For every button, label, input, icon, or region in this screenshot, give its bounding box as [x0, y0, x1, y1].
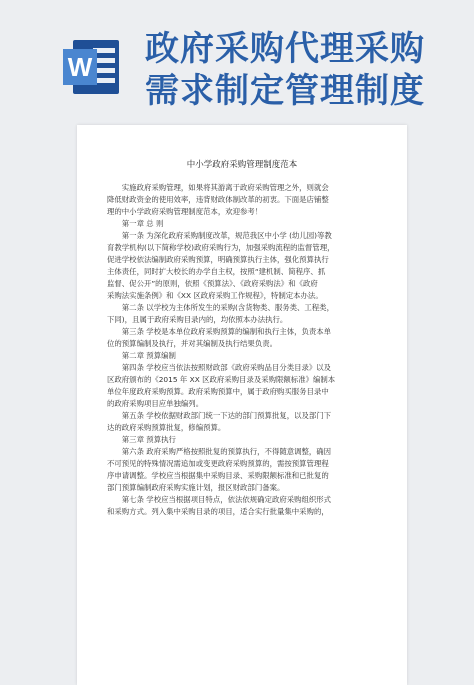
document-line: 单位年度政府采购预算。政府采购预算中，属于政府购买服务目录中 — [107, 387, 329, 396]
document-line: 第六条 政府采购严格按照批复的预算执行，不得随意调整，确因 — [107, 447, 332, 456]
document-line: 位的预算编制及执行，并对其编制及执行结果负责。 — [107, 339, 277, 348]
document-line: 降低财政资金的使用效率，违背财政体制改革的初衷。下面是店铺整 — [107, 195, 329, 204]
document-line: 第七条 学校应当根据项目特点，依法依规确定政府采购组织形式 — [107, 495, 332, 504]
document-line: 第二条 以学校为主体所发生的采购(含货物类、服务类、工程类， — [107, 303, 334, 312]
word-document-icon — [63, 38, 121, 96]
document-line: 第一条 为深化政府采购制度改革，规范我区中小学 (幼儿园)等教 — [107, 231, 332, 240]
document-line: 监督、促公开”的原则，依照《预算法》、《政府采购法》和《政府 — [107, 279, 318, 288]
banner — [0, 0, 474, 118]
banner-title-line-1: 政府采购代理采购 — [145, 29, 425, 69]
document-line: 第三条 学校是本单位政府采购预算的编制和执行主体，负责本单 — [107, 327, 332, 336]
document-line: 理的中小学政府采购管理制度范本，欢迎参考！ — [107, 207, 263, 216]
document-line: 实施政府采购管理，如果将其游离于政府采购管理之外，则就会 — [107, 183, 329, 192]
document-page — [77, 125, 407, 685]
document-line: 促进学校依法编制政府采购预算，明确预算执行主体，强化预算执行 — [107, 255, 329, 264]
document-line: 部门预算编制政府采购实施计划，报区财政部门备案。 — [107, 483, 285, 492]
document-line: 采购法实施条例》和《XX 区政府采购工作规程》，特制定本办法。 — [107, 291, 323, 300]
chapter-heading: 第一章 总 则 — [107, 219, 164, 228]
document-body — [107, 182, 383, 518]
document-line: 第四条 学校应当依法按照财政部《政府采购品目分类目录》以及 — [107, 363, 332, 372]
document-line: 序申请调整。学校应当根据集中采购目录、采购限额标准和已批复的 — [107, 471, 329, 480]
document-line: 和采购方式。列入集中采购目录的项目，适合实行批量集中采购的， — [107, 507, 329, 516]
document-line: 区政府颁布的《2015 年 XX 区政府采购目录及采购限额标准》编制本 — [107, 375, 336, 384]
chapter-heading: 第三章 预算执行 — [107, 435, 176, 444]
document-line: 达的政府采购预算批复，修编预算。 — [107, 423, 226, 432]
document-line: 第五条 学校依据财政部门统一下达的部门预算批复，以及部门下 — [107, 411, 332, 420]
document-line: 不可预见的特殊情况需追加或变更政府采购预算的，需按预算管理程 — [107, 459, 329, 468]
document-line: 的政府采购项目应单独编列。 — [107, 399, 204, 408]
chapter-heading: 第二章 预算编制 — [107, 351, 176, 360]
document-line: 主体责任，同时扩大校长的办学自主权，按照“建机制、简程序、抓 — [107, 267, 326, 276]
document-line: 下同)，且属于政府采购目录内的，均依照本办法执行。 — [107, 315, 288, 324]
document-title: 中小学政府采购管理制度范本 — [186, 160, 298, 170]
banner-title — [145, 28, 465, 112]
banner-title-line-2: 需求制定管理制度 — [145, 71, 425, 111]
svg-text:W: W — [67, 52, 93, 82]
document-line: 育教学机构(以下简称学校)政府采购行为，加强采购流程的监督管理， — [107, 243, 335, 252]
